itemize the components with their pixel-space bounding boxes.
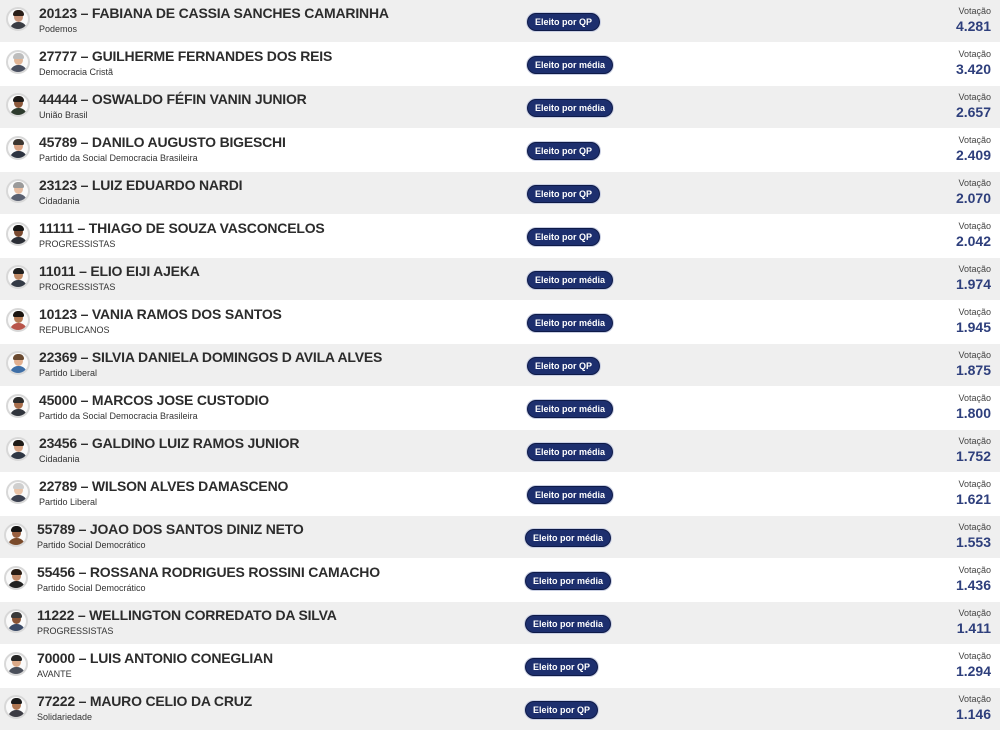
votes-count: 1.800 xyxy=(955,405,991,421)
candidate-party: Cidadania xyxy=(39,454,80,464)
candidate-photo xyxy=(6,179,30,203)
candidate-photo xyxy=(6,265,30,289)
votes-count: 4.281 xyxy=(955,18,991,34)
candidate-row xyxy=(0,258,1000,301)
votes-label: Votação xyxy=(958,436,991,446)
candidate-party: Partido da Social Democracia Brasileira xyxy=(39,153,198,163)
candidate-photo xyxy=(6,50,30,74)
candidate-name: 11111 – THIAGO DE SOUZA VASCONCELOS xyxy=(39,220,325,236)
votes-label: Votação xyxy=(958,178,991,188)
candidate-name: 45789 – DANILO AUGUSTO BIGESCHI xyxy=(39,134,286,150)
candidate-row xyxy=(0,559,1000,602)
candidate-row xyxy=(0,86,1000,129)
candidate-row xyxy=(0,430,1000,473)
election-status-badge[interactable]: Eleito por média xyxy=(527,486,613,504)
candidate-name: 10123 – VANIA RAMOS DOS SANTOS xyxy=(39,306,282,322)
election-status-badge[interactable]: Eleito por QP xyxy=(527,142,600,160)
candidate-photo xyxy=(6,437,30,461)
votes-label: Votação xyxy=(958,651,991,661)
votes-count: 2.070 xyxy=(955,190,991,206)
votes-count: 1.974 xyxy=(955,276,991,292)
candidate-photo xyxy=(6,351,30,375)
votes-count: 2.042 xyxy=(955,233,991,249)
votes-label: Votação xyxy=(958,393,991,403)
candidate-photo xyxy=(6,222,30,246)
candidate-party: PROGRESSISTAS xyxy=(37,626,114,636)
candidate-party: Partido da Social Democracia Brasileira xyxy=(39,411,198,421)
votes-count: 1.294 xyxy=(955,663,991,679)
votes-label: Votação xyxy=(958,522,991,532)
candidate-name: 55789 – JOAO DOS SANTOS DINIZ NETO xyxy=(37,521,304,537)
candidate-name: 11011 – ELIO EIJI AJEKA xyxy=(39,263,200,279)
election-status-badge[interactable]: Eleito por QP xyxy=(527,357,600,375)
votes-label: Votação xyxy=(958,565,991,575)
candidate-party: PROGRESSISTAS xyxy=(39,282,116,292)
votes-count: 2.657 xyxy=(955,104,991,120)
election-status-badge[interactable]: Eleito por média xyxy=(527,400,613,418)
candidate-name: 55456 – ROSSANA RODRIGUES ROSSINI CAMACHO xyxy=(37,564,380,580)
candidate-party: Partido Social Democrático xyxy=(37,540,146,550)
candidate-row xyxy=(0,172,1000,215)
votes-count: 1.411 xyxy=(956,620,991,636)
candidate-name: 23456 – GALDINO LUIZ RAMOS JUNIOR xyxy=(39,435,300,451)
election-status-badge[interactable]: Eleito por média xyxy=(527,314,613,332)
election-status-badge[interactable]: Eleito por QP xyxy=(527,13,600,31)
candidate-party: Cidadania xyxy=(39,196,80,206)
candidate-name: 77222 – MAURO CELIO DA CRUZ xyxy=(37,693,253,709)
candidate-party: Partido Liberal xyxy=(39,368,98,378)
candidate-row xyxy=(0,0,1000,43)
candidate-row xyxy=(0,215,1000,258)
candidate-row xyxy=(0,301,1000,344)
candidate-name: 44444 – OSWALDO FÉFIN VANIN JUNIOR xyxy=(39,91,307,107)
candidate-photo xyxy=(6,480,30,504)
votes-label: Votação xyxy=(958,135,991,145)
votes-count: 1.553 xyxy=(955,534,991,550)
candidate-party: Solidariedade xyxy=(37,712,93,722)
votes-label: Votação xyxy=(958,479,991,489)
candidate-photo xyxy=(6,394,30,418)
candidate-row xyxy=(0,473,1000,516)
candidate-photo xyxy=(6,93,30,117)
candidate-photo xyxy=(6,136,30,160)
election-status-badge[interactable]: Eleito por média xyxy=(527,56,613,74)
candidate-party: Podemos xyxy=(39,24,78,34)
votes-label: Votação xyxy=(958,49,991,59)
votes-label: Votação xyxy=(958,6,991,16)
candidate-photo xyxy=(4,695,28,719)
candidate-name: 11222 – WELLINGTON CORREDATO DA SILVA xyxy=(37,607,337,623)
votes-count: 1.875 xyxy=(955,362,991,378)
votes-count: 2.409 xyxy=(955,147,991,163)
candidate-row xyxy=(0,43,1000,86)
candidate-party: Partido Social Democrático xyxy=(37,583,146,593)
candidate-party: AVANTE xyxy=(37,669,72,679)
candidate-photo xyxy=(6,7,30,31)
election-status-badge[interactable]: Eleito por QP xyxy=(525,658,598,676)
candidate-row xyxy=(0,645,1000,688)
candidate-photo xyxy=(4,652,28,676)
votes-count: 1.752 xyxy=(955,448,991,464)
candidate-row xyxy=(0,129,1000,172)
candidate-row xyxy=(0,688,1000,731)
candidate-row xyxy=(0,602,1000,645)
election-status-badge[interactable]: Eleito por média xyxy=(525,615,611,633)
candidate-photo xyxy=(4,523,28,547)
candidate-photo xyxy=(6,308,30,332)
votes-label: Votação xyxy=(958,608,991,618)
votes-label: Votação xyxy=(958,350,991,360)
candidate-name: 45000 – MARCOS JOSE CUSTODIO xyxy=(39,392,269,408)
candidate-photo xyxy=(4,566,28,590)
candidate-row xyxy=(0,344,1000,387)
votes-count: 1.621 xyxy=(955,491,991,507)
election-status-badge[interactable]: Eleito por QP xyxy=(527,185,600,203)
votes-label: Votação xyxy=(958,264,991,274)
votes-count: 3.420 xyxy=(955,61,991,77)
candidate-party: União Brasil xyxy=(39,110,88,120)
election-status-badge[interactable]: Eleito por média xyxy=(527,99,613,117)
votes-label: Votação xyxy=(958,694,991,704)
votes-label: Votação xyxy=(958,221,991,231)
candidate-name: 22789 – WILSON ALVES DAMASCENO xyxy=(39,478,289,494)
candidate-name: 22369 – SILVIA DANIELA DOMINGOS D AVILA ALVES xyxy=(39,349,383,365)
election-status-badge[interactable]: Eleito por QP xyxy=(525,701,598,719)
candidate-name: 27777 – GUILHERME FERNANDES DOS REIS xyxy=(39,48,333,64)
election-status-badge[interactable]: Eleito por média xyxy=(527,443,613,461)
candidate-row xyxy=(0,516,1000,559)
candidate-name: 70000 – LUIS ANTONIO CONEGLIAN xyxy=(37,650,273,666)
election-status-badge[interactable]: Eleito por média xyxy=(527,271,613,289)
candidate-party: Democracia Cristã xyxy=(39,67,114,77)
votes-label: Votação xyxy=(958,92,991,102)
candidate-party: Partido Liberal xyxy=(39,497,98,507)
election-status-badge[interactable]: Eleito por QP xyxy=(527,228,600,246)
candidate-party: PROGRESSISTAS xyxy=(39,239,116,249)
candidate-row xyxy=(0,387,1000,430)
votes-label: Votação xyxy=(958,307,991,317)
candidate-photo xyxy=(4,609,28,633)
votes-count: 1.436 xyxy=(955,577,991,593)
election-status-badge[interactable]: Eleito por média xyxy=(525,572,611,590)
candidate-name: 23123 – LUIZ EDUARDO NARDI xyxy=(39,177,243,193)
candidate-party: REPUBLICANOS xyxy=(39,325,110,335)
votes-count: 1.945 xyxy=(955,319,991,335)
candidate-name: 20123 – FABIANA DE CASSIA SANCHES CAMARINHA xyxy=(39,5,389,21)
election-status-badge[interactable]: Eleito por média xyxy=(525,529,611,547)
votes-count: 1.146 xyxy=(955,706,991,722)
